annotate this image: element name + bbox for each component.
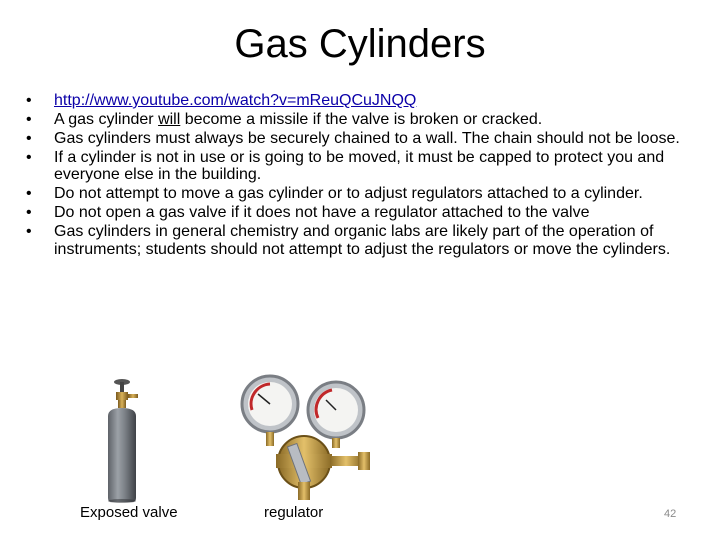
bullet-item-do-not-move: • Do not attempt to move a gas cylinder or to adjust regulators attached to a cylinder. [26,185,698,202]
bullet-list [26,92,698,260]
bullet-item-capped: • If a cylinder is not in use or is going to be moved, it must be capped to protect you and everyone else in the building. [26,149,698,184]
regulator-image [236,370,378,502]
bullet-item-regulator: • Do not open a gas valve if it does not have a regulator attached to the valve [26,204,698,221]
slide-title: Gas Cylinders [234,22,486,66]
bullet-text: A gas cylinder [54,111,159,128]
bullet-item-labs: • Gas cylinders in general chemistry and organic labs are likely part of the operation of instruments; students should not attempt to adjust the regulators or move the cylinders. [26,223,698,258]
bullet-item-chained: • Gas cylinders must always be securely chained to a wall. The chain should not be loose. [26,130,698,147]
bullet-item-missile [26,111,698,128]
bullet-text-underlined: will [158,111,181,128]
bullet-text: become a missile if the valve is broken or cracked. [180,111,543,128]
gas-cylinder-image [78,372,168,504]
youtube-link[interactable]: http://www.youtube.com/watch?v=mReuQCuJNQQ [54,92,417,109]
regulator-caption: regulator [264,504,324,521]
bullet-item-link [26,92,698,109]
cylinder-caption: Exposed valve [80,504,178,521]
page-number: 42 [664,508,677,520]
